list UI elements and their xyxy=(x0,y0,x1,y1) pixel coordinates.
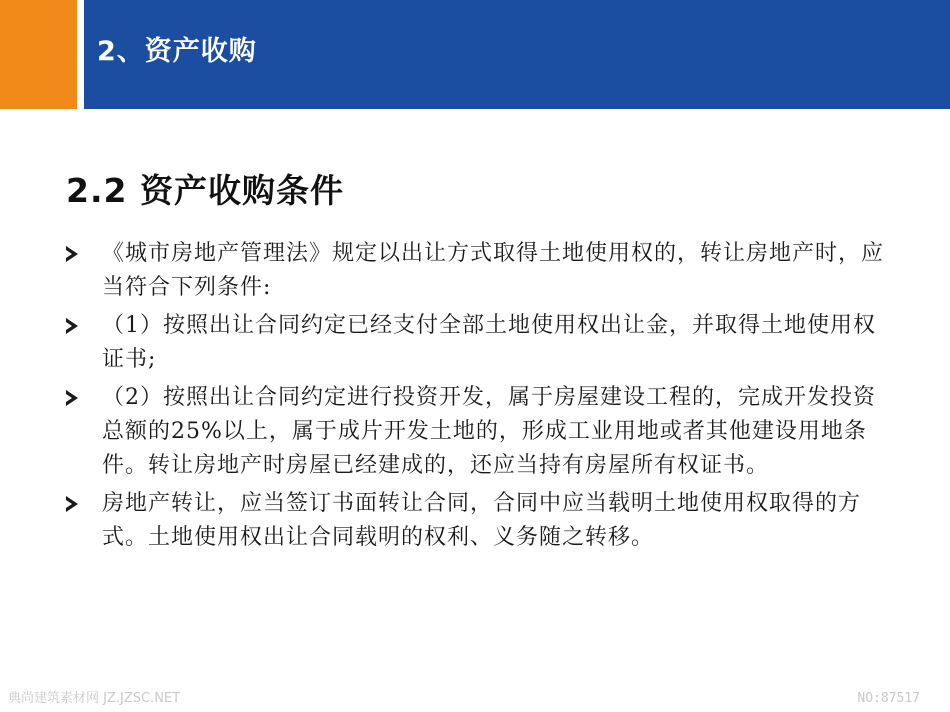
bullet-list xyxy=(66,237,896,559)
bullet-text: 房地产转让，应当签订书面转让合同，合同中应当载明土地使用权取得的方式。土地使用权出让合同载明的权利、义务随之转移。 xyxy=(102,491,862,550)
arrow-bullet-icon xyxy=(66,390,78,406)
arrow-bullet-icon xyxy=(66,496,78,512)
bullet-item xyxy=(66,381,896,483)
bullet-item xyxy=(66,309,896,377)
header-accent-block xyxy=(0,0,77,109)
bullet-item xyxy=(66,237,896,305)
arrow-bullet-icon xyxy=(66,318,78,334)
bullet-text: 《城市房地产管理法》规定以出让方式取得土地使用权的，转让房地产时，应当符合下列条件: xyxy=(102,241,885,300)
slide-title: 2.2 资产收购条件 xyxy=(66,171,344,210)
watermark-left: 典尚建筑素材网 JZ.JZSC.NET xyxy=(8,691,181,706)
arrow-bullet-icon xyxy=(66,246,78,262)
bullet-text: （2）按照出让合同约定进行投资开发，属于房屋建设工程的，完成开发投资总额的25%以上，属于成片开发土地的，形成工业用地或者其他建设用地条件。转让房地产时房屋已经建成的，还应当持有房屋所有权证书。 xyxy=(102,385,876,478)
watermark-right: NO:87517 xyxy=(857,691,920,706)
section-title: 2、资产收购 xyxy=(97,36,257,67)
bullet-item xyxy=(66,487,896,555)
header-divider xyxy=(77,0,84,109)
bullet-text: （1）按照出让合同约定已经支付全部土地使用权出让金，并取得土地使用权证书; xyxy=(102,313,876,372)
